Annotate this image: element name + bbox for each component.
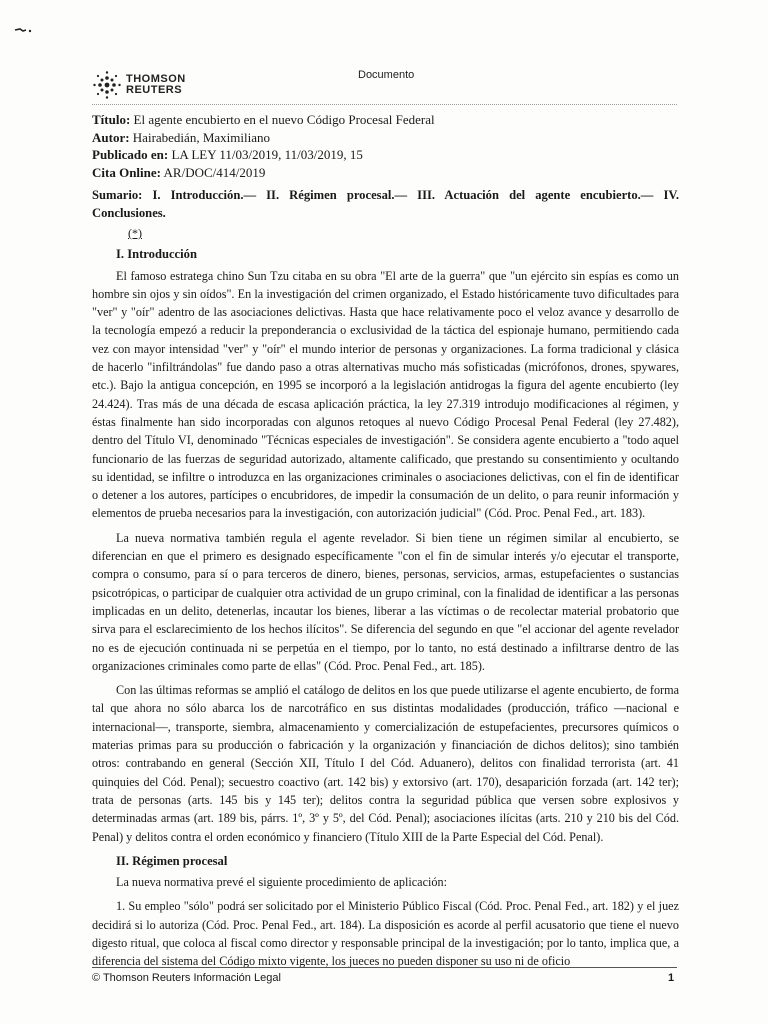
logo-wordmark bbox=[126, 74, 186, 96]
paragraph: 1. Su empleo "sólo" podrá ser solicitado por el Ministerio Público Fiscal (Cód. Proc. Penal Fed., art. 182) y el juez decidirá si lo autoriza (Cód. Proc. Penal Fed., art. 184). La disposición es acorde al perfil acusatorio que tiene el nuevo digesto ritual, que coloca al fiscal como director y responsable principal de la investigación; por lo tanto, implica que, a diferencia del sistema del Código mixto vigente, los jueces no pueden disponer su uso ni de oficio bbox=[92, 899, 679, 969]
section-heading-regimen-procesal: II. Régimen procesal bbox=[116, 853, 228, 868]
scan-mark-icon bbox=[14, 26, 34, 34]
logo-line-reuters: REUTERS bbox=[126, 84, 183, 96]
header-divider bbox=[92, 104, 677, 105]
meta-citation bbox=[92, 164, 682, 182]
meta-author-label: Autor: bbox=[92, 129, 130, 145]
section-heading-introduccion: I. Introducción bbox=[116, 247, 197, 262]
footnote-link[interactable]: (*) bbox=[128, 226, 142, 240]
meta-published-label: Publicado en: bbox=[92, 147, 169, 162]
summary: Sumario: I. Introducción.— II. Régimen procesal.— III. Actuación del agente encubierto.— IV. Conclusiones. bbox=[92, 188, 679, 220]
meta-author-value: Hairabedián, Maximiliano bbox=[129, 129, 270, 145]
paragraph: La nueva normativa también regula el agente revelador. Si bien tiene un régimen similar al encubierto, se diferencian en que el primero es designado específicamente "con el fin de simular interés y/o ejecutar el transporte, compra o consumo, para sí o para terceros de dinero, bienes, personas, servicios, armas, estupefacientes o sustancias psicotrópicas, o participar de cualquier otra actividad de un grupo criminal, con la finalidad de identificar a las personas implicadas en un delito, detenerlas, incautar los bienes, liberar a las víctimas o de recolectar material probatorio que sirva para el esclarecimiento de los hechos ilícitos". Se diferencia del segundo en que "el accionar del agente revelador no es de ejecución continuada ni se perpetúa en el tiempo, por lo tanto, no está destinado a infiltrarse dentro de las organizaciones criminales como parte de ellas" (Cód. Proc. Penal Fed., art. 185). bbox=[92, 530, 679, 673]
reuters-dots-icon bbox=[92, 70, 122, 100]
paragraph: El famoso estratega chino Sun Tzu citaba en su obra "El arte de la guerra" que "un ejército sin espías es como un hombre sin ojos y sin oídos". En la investigación del crimen organizado, el Estado históricamente tuvo dificultades para "ver" y "oír" adentro de las asociaciones delictivas. Hasta que hace relativamente poco el veloz avance y desarrollo de la tecnología empezó a reducir la preponderancia o exclusividad de la táctica del espionaje humano, permitiendo cada vez con mayor intensidad "ver" y "oír" el mundo interior de personas y organizaciones. La forma tradicional y clásica de hacerlo "infiltrándolas" fue dando paso a otras alternativas mucho más sofisticadas (micrófonos, drones, spywares, etc.). Bajo la antigua concepción, en 1995 se incorporó a la legislación antidrogas la figura del agente encubierto (ley 24.424). Tras más de una década de escasa aplicación práctica, la ley 27.319 introdujo modificaciones al régimen, y éstas finalmente han sido incorporadas con algunos retoques al nuevo Código Procesal Penal Federal (ley 27.482), dentro del Título VI, denominado "Técnicas especiales de investigación". Se considera agente encubierto a "todo aquel funcionario de las fuerzas de seguridad autorizado, altamente calificado, que prestando su consentimiento y ocultando su identidad, se infiltre o introduzca en las organizaciones criminales o asociaciones delictivas, con el fin de identificar o detener a los autores, partícipes o encubridores, de impedir la consumación de un delito, o para reunir información y elementos de prueba necesarios para la investigación, con autorización judicial" (Cód. Proc. Penal Fed., art. 183). bbox=[92, 268, 679, 521]
footer-divider bbox=[92, 967, 677, 968]
paragraph: Con las últimas reformas se amplió el catálogo de delitos en los que puede utilizarse el agente encubierto, de forma tal que ahora no sólo abarca los de narcotráfico en sus distintas modalidades (producción, tráfico —nacional e internacional—, transporte, siembra, almacenamiento y comercialización de estupefacientes, precursores químicos o materias primas para su producción o fabricación y la organización y financiación de dichos delitos); sino también otros: contrabando en general (Sección XII, Título I del Cód. Aduanero), delitos con finalidad terrorista (art. 41 quinquies del Cód. Penal); secuestro coactivo (art. 142 bis) y extorsivo (art. 170), desaparición forzada (art. 142 ter); trata de personas (arts. 145 bis y 145 ter); delitos contra la seguridad pública que versen sobre explosivos y determinadas armas (art. 189 bis, párrs. 1º, 3º y 5º, del Cód. Penal); asociaciones ilícitas (arts. 210 y 210 bis del Cód. Penal) y delitos contra el orden económico y financiero (Título XIII de la Parte Especial del Cód. Penal). bbox=[92, 683, 679, 844]
paragraph: La nueva normativa prevé el siguiente procedimiento de aplicación: bbox=[116, 875, 447, 890]
thomson-reuters-logo bbox=[92, 70, 186, 100]
meta-citation-label: Cita Online: bbox=[92, 164, 161, 180]
meta-title bbox=[92, 111, 682, 129]
document-metadata bbox=[92, 111, 682, 181]
meta-published bbox=[92, 146, 682, 164]
meta-title-value: El agente encubierto en el nuevo Código Procesal Federal bbox=[130, 112, 435, 127]
footer-copyright: © Thomson Reuters Información Legal bbox=[92, 972, 281, 984]
meta-citation-value: AR/DOC/414/2019 bbox=[160, 164, 266, 180]
meta-author bbox=[92, 129, 682, 147]
meta-published-value: LA LEY 11/03/2019, 11/03/2019, 15 bbox=[168, 147, 363, 162]
article-body bbox=[92, 186, 679, 977]
page-number: 1 bbox=[668, 972, 675, 984]
meta-title-label: Título: bbox=[92, 112, 131, 127]
document-label: Documento bbox=[358, 69, 415, 81]
logo-line-thomson: THOMSON bbox=[126, 73, 186, 85]
